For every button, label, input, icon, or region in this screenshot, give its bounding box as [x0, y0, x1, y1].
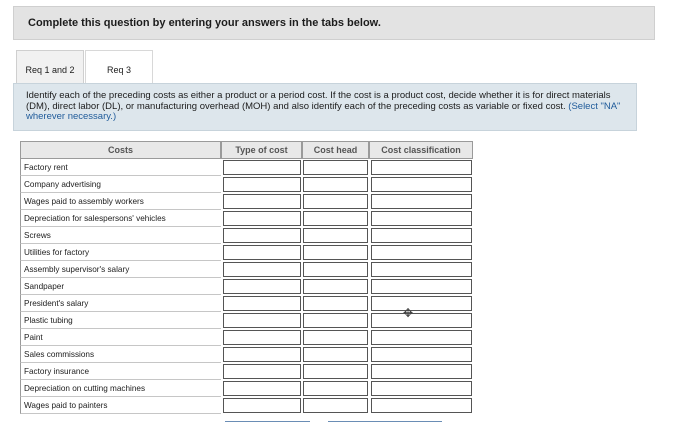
tab-req-3[interactable]: Req 3 — [85, 50, 153, 84]
cost-head-input[interactable] — [303, 228, 368, 243]
cost-head-input[interactable] — [303, 330, 368, 345]
cost-head-input[interactable] — [303, 262, 368, 277]
header-cost-head: Cost head — [302, 141, 369, 159]
row-label: Depreciation on cutting machines — [20, 380, 221, 397]
type-of-cost-input[interactable] — [223, 279, 301, 294]
cost-classification-input[interactable] — [371, 177, 472, 192]
cost-classification-input[interactable] — [371, 330, 472, 345]
cost-classification-input[interactable] — [371, 313, 472, 328]
row-label: Assembly supervisor's salary — [20, 261, 221, 278]
cost-classification-input[interactable] — [371, 279, 472, 294]
cost-classification-input[interactable] — [371, 364, 472, 379]
cost-classification-input[interactable] — [371, 245, 472, 260]
move-cursor-icon: ✥ — [403, 306, 414, 320]
row-label: Screws — [20, 227, 221, 244]
question-banner: Complete this question by entering your answers in the tabs below. — [13, 6, 655, 40]
type-of-cost-input[interactable] — [223, 177, 301, 192]
type-of-cost-input[interactable] — [223, 194, 301, 209]
cost-classification-input[interactable] — [371, 194, 472, 209]
cost-classification-input[interactable] — [371, 347, 472, 362]
cost-classification-input[interactable] — [371, 262, 472, 277]
type-of-cost-input[interactable] — [223, 381, 301, 396]
cost-head-input[interactable] — [303, 177, 368, 192]
type-of-cost-input[interactable] — [223, 398, 301, 413]
cost-head-input[interactable] — [303, 245, 368, 260]
cost-head-input[interactable] — [303, 381, 368, 396]
instructions-hint: (Select "NA" wherever necessary.) — [26, 100, 621, 122]
cost-head-input[interactable] — [303, 296, 368, 311]
row-label: Depreciation for salespersons' vehicles — [20, 210, 221, 227]
row-label: Factory insurance — [20, 363, 221, 380]
cost-classification-input[interactable] — [371, 381, 472, 396]
type-of-cost-input[interactable] — [223, 296, 301, 311]
type-of-cost-input[interactable] — [223, 330, 301, 345]
type-of-cost-input[interactable] — [223, 347, 301, 362]
cost-classification-input[interactable] — [371, 398, 472, 413]
cost-head-input[interactable] — [303, 347, 368, 362]
tab-req-1-and-2[interactable]: Req 1 and 2 — [16, 50, 84, 84]
type-of-cost-input[interactable] — [223, 228, 301, 243]
row-label: Plastic tubing — [20, 312, 221, 329]
type-of-cost-input[interactable] — [223, 160, 301, 175]
cost-head-input[interactable] — [303, 211, 368, 226]
row-label: Company advertising — [20, 176, 221, 193]
cost-classification-input[interactable] — [371, 211, 472, 226]
row-label: Sandpaper — [20, 278, 221, 295]
tab-underline — [328, 421, 442, 422]
cost-head-input[interactable] — [303, 364, 368, 379]
cost-head-input[interactable] — [303, 313, 368, 328]
cost-classification-input[interactable] — [371, 296, 472, 311]
row-label: Sales commissions — [20, 346, 221, 363]
type-of-cost-input[interactable] — [223, 245, 301, 260]
type-of-cost-input[interactable] — [223, 313, 301, 328]
cost-head-input[interactable] — [303, 160, 368, 175]
row-label: Wages paid to assembly workers — [20, 193, 221, 210]
header-type-of-cost: Type of cost — [221, 141, 302, 159]
instructions-text: Identify each of the preceding costs as either a product or a period cost. If the cost is a product cost, decide whether it is for direct materials (DM), direct labor (DL), or manufacturing overhead (MOH) and also identify each of the preceding costs as variable or fixed cost. — [26, 90, 611, 112]
cost-head-input[interactable] — [303, 398, 368, 413]
cost-head-input[interactable] — [303, 194, 368, 209]
header-cost-classification: Cost classification — [369, 141, 473, 159]
instructions-panel — [13, 83, 637, 131]
row-label: Factory rent — [20, 159, 221, 176]
type-of-cost-input[interactable] — [223, 364, 301, 379]
cost-classification-input[interactable] — [371, 228, 472, 243]
row-label: Utilities for factory — [20, 244, 221, 261]
row-label: Wages paid to painters — [20, 397, 221, 414]
cost-head-input[interactable] — [303, 279, 368, 294]
type-of-cost-input[interactable] — [223, 211, 301, 226]
tab-underline — [225, 421, 310, 422]
cost-classification-input[interactable] — [371, 160, 472, 175]
header-costs: Costs — [20, 141, 221, 159]
row-label: Paint — [20, 329, 221, 346]
type-of-cost-input[interactable] — [223, 262, 301, 277]
row-label: President's salary — [20, 295, 221, 312]
